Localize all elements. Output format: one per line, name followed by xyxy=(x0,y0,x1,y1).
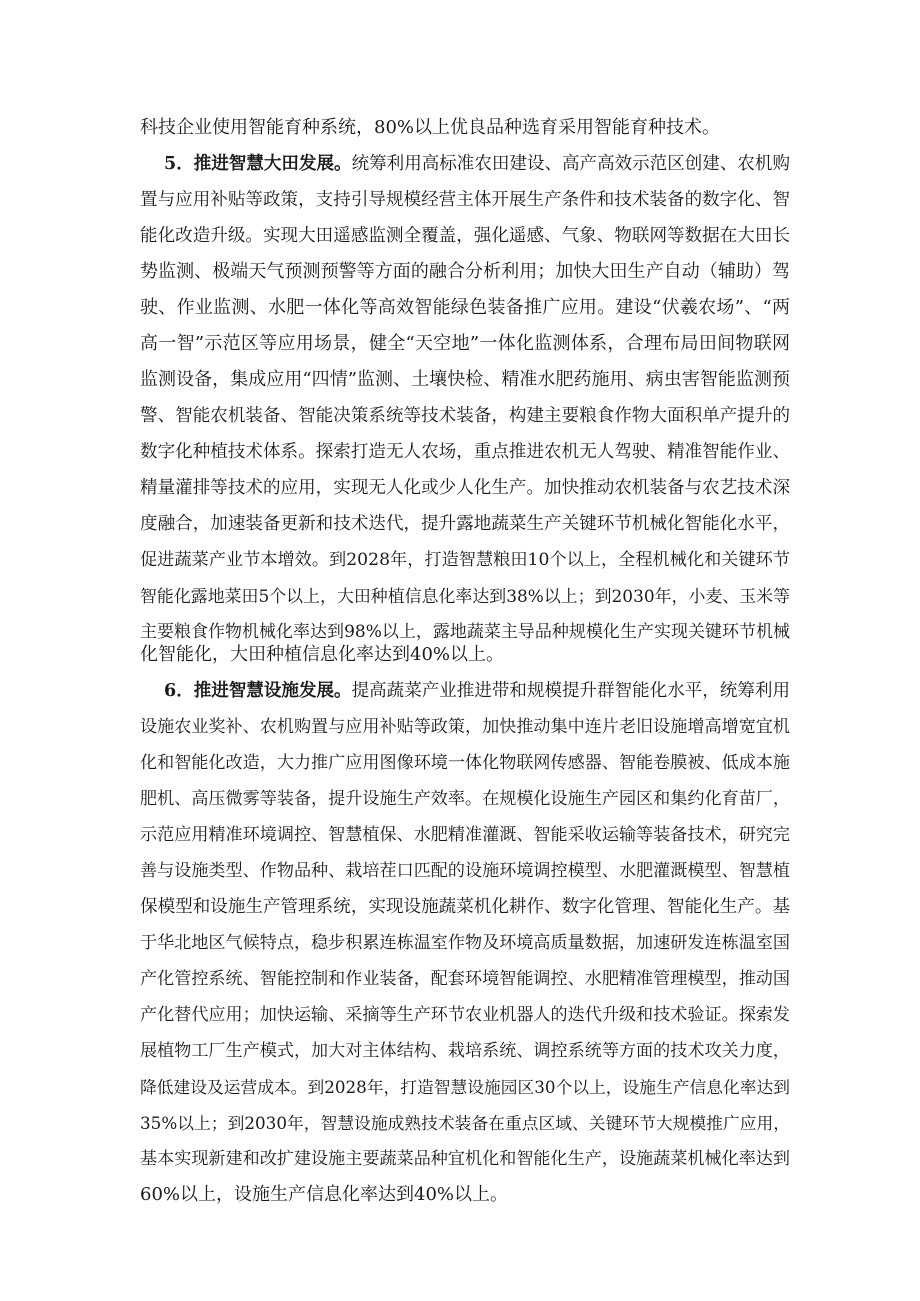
text-line: 促进蔬菜产业节本增效。到2028年，打造智慧粮田10个以上，全程机械化和关键环节 xyxy=(140,550,791,570)
section-6-heading: 6．推进智慧设施发展。 xyxy=(164,681,352,701)
text-line: 智能化露地菜田5个以上，大田种植信息化率达到38%以上；到2030年，小麦、玉米等 xyxy=(140,586,791,606)
text-line: 降低建设及运营成本。到2028年，打造智慧设施园区30个以上，设施生产信息化率达到 xyxy=(140,1077,791,1097)
text-line: 主要粮食作物机械化率达到98%以上，露地蔬菜主导品种规模化生产实现关键环节机械 xyxy=(140,622,790,642)
text-line: 警、智能农机装备、智能决策系统等技术装备，构建主要粮食作物大面积单产提升的 xyxy=(140,406,791,426)
text-line: 化和智能化改造，大力推广应用图像环境一体化物联网传感器、智能卷膜被、低成本施 xyxy=(140,753,791,773)
section-5-heading: 5．推进智慧大田发展。 xyxy=(164,154,352,174)
section-6-first-line xyxy=(164,676,790,706)
text-line: 肥机、高压微雾等装备，提升设施生产效率。在规模化设施生产园区和集约化育苗厂， xyxy=(140,789,791,809)
text-line: 提高蔬菜产业推进带和规模提升群智能化水平，统筹利用 xyxy=(351,681,790,701)
text-line: 监测设备，集成应用“四情”监测、土壤快检、精准水肥药施用、病虫害智能监测预 xyxy=(140,369,791,390)
text-line: 能化改造升级。实现大田遥感监测全覆盖，强化遥感、气象、物联网等数据在大田长 xyxy=(140,226,791,246)
text-line: 精量灌排等技术的应用，实现无人化或少人化生产。加快推动农机装备与农艺技术深 xyxy=(140,478,791,498)
text-line: 势监测、极端天气预测预警等方面的融合分析利用；加快大田生产自动（辅助）驾 xyxy=(140,261,791,282)
text-line: 于华北地区气候特点，稳步积累连栋温室作物及环境高质量数据，加速研发连栋温室国 xyxy=(140,933,791,953)
text-line: 35%以上；到2030年，智慧设施成熟技术装备在重点区域、关键环节大规模推广应用， xyxy=(140,1113,791,1133)
text-line: 产化管控系统、智能控制和作业装备，配套环境智能调控、水肥精准管理模型，推动国 xyxy=(140,969,791,989)
text-line: 统筹利用高标准农田建设、高产高效示范区创建、农机购 xyxy=(351,154,790,174)
section-5-first-line xyxy=(164,149,790,179)
text-line: 高一智”示范区等应用场景，健全“天空地”一体化监测体系，合理布局田间物联网 xyxy=(140,333,791,354)
text-line: 数字化种植技术体系。探索打造无人农场，重点推进农机无人驾驶、精准智能作业、 xyxy=(140,442,791,462)
text-line: 置与应用补贴等政策，支持引导规模经营主体开展生产条件和技术装备的数字化、智 xyxy=(140,190,791,210)
text-line: 60%以上，设施生产信息化率达到40%以上。 xyxy=(140,1184,509,1205)
text-line: 科技企业使用智能育种系统，80%以上优良品种选育采用智能育种技术。 xyxy=(140,117,721,138)
text-line: 驶、作业监测、水肥一体化等高效智能绿色装备推广应用。建设“伏羲农场”、“两 xyxy=(140,297,791,318)
text-line: 产化替代应用；加快运输、采摘等生产环节农业机器人的迭代升级和技术验证。探索发 xyxy=(140,1005,791,1025)
text-line: 度融合，加速装备更新和技术迭代，提升露地蔬菜生产关键环节机械化智能化水平， xyxy=(140,514,791,534)
text-line: 化智能化，大田种植信息化率达到40%以上。 xyxy=(140,644,505,665)
text-line: 展植物工厂生产模式，加大对主体结构、栽培系统、调控系统等方面的技术攻关力度， xyxy=(140,1041,791,1061)
text-line: 示范应用精准环境调控、智慧植保、水肥精准灌溉、智能采收运输等装备技术，研究完 xyxy=(140,825,791,845)
text-line: 善与设施类型、作物品种、栽培茬口匹配的设施环境调控模型、水肥灌溉模型、智慧植 xyxy=(140,861,791,881)
text-line: 设施农业奖补、农机购置与应用补贴等政策，加快推动集中连片老旧设施增高增宽宜机 xyxy=(140,717,791,737)
text-line: 保模型和设施生产管理系统，实现设施蔬菜机化耕作、数字化管理、智能化生产。基 xyxy=(140,897,791,917)
text-line: 基本实现新建和改扩建设施主要蔬菜品种宜机化和智能化生产，设施蔬菜机械化率达到 xyxy=(140,1149,791,1169)
